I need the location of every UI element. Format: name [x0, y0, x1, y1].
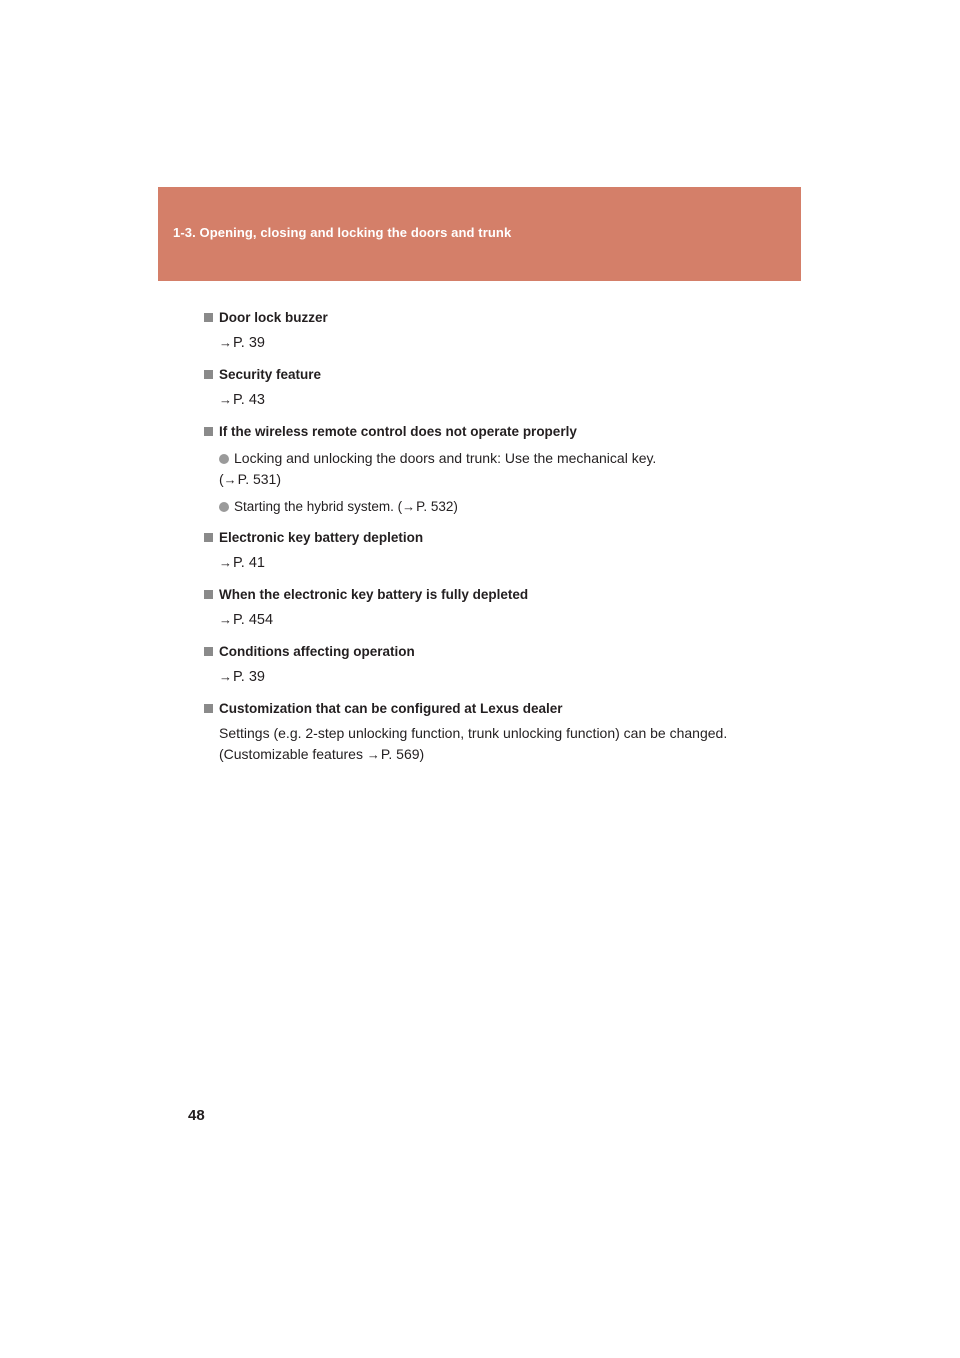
- page-content: [204, 308, 784, 776]
- round-bullet-icon: [219, 502, 229, 512]
- reference-link: P. 43: [233, 392, 265, 408]
- page-reference: [204, 389, 784, 411]
- page-reference: [204, 666, 784, 688]
- reference-link: P. 454: [233, 612, 274, 628]
- section-heading: Electronic key battery depletion: [204, 528, 784, 548]
- section-heading: Customization that can be configured at Lexus dealer: [204, 699, 784, 719]
- page-reference: [204, 609, 784, 631]
- reference-link: P. 532): [416, 499, 458, 514]
- chapter-title: 1-3. Opening, closing and locking the doors and trunk: [173, 225, 512, 240]
- square-bullet-icon: [204, 647, 213, 656]
- reference-link: P. 41: [233, 555, 265, 571]
- section-heading: Door lock buzzer: [204, 308, 784, 328]
- section-fully-depleted: [204, 585, 784, 631]
- reference-link: P. 39: [233, 669, 265, 685]
- round-bullet-icon: [219, 454, 229, 464]
- page-number: 48: [188, 1107, 205, 1124]
- square-bullet-icon: [204, 590, 213, 599]
- square-bullet-icon: [204, 704, 213, 713]
- reference-link: P. 569): [380, 746, 425, 762]
- reference-link: P. 531): [237, 471, 282, 487]
- page-reference: [204, 552, 784, 574]
- section-security-feature: [204, 365, 784, 411]
- customization-text: Settings (e.g. 2-step unlocking function, trunk unlocking function) can be changed. (Customizable features →P. 569): [219, 725, 728, 762]
- square-bullet-icon: [204, 313, 213, 322]
- section-conditions: [204, 642, 784, 688]
- chapter-header-band: [158, 187, 801, 281]
- bullet-item-hybrid-system: Starting the hybrid system. (→P. 532): [204, 496, 784, 517]
- arrow-right-icon: →: [219, 335, 232, 350]
- arrow-right-icon: →: [219, 669, 232, 684]
- arrow-right-icon: →: [219, 612, 232, 627]
- page-reference: [204, 332, 784, 354]
- bullet-item-mechanical-key: Locking and unlocking the doors and trunk: Use the mechanical key. (→P. 531): [219, 450, 657, 487]
- section-heading: If the wireless remote control does not operate properly: [204, 422, 784, 442]
- arrow-right-icon: →: [219, 392, 232, 407]
- section-heading: Security feature: [204, 365, 784, 385]
- section-customization: [204, 699, 784, 765]
- square-bullet-icon: [204, 370, 213, 379]
- section-heading: Conditions affecting operation: [204, 642, 784, 662]
- square-bullet-icon: [204, 533, 213, 542]
- section-wireless-remote: [204, 422, 784, 517]
- arrow-right-icon: →: [223, 472, 237, 487]
- arrow-right-icon: →: [402, 499, 416, 514]
- arrow-right-icon: →: [219, 555, 232, 570]
- reference-link: P. 39: [233, 335, 265, 351]
- square-bullet-icon: [204, 427, 213, 436]
- section-heading: When the electronic key battery is fully depleted: [204, 585, 784, 605]
- section-door-lock-buzzer: [204, 308, 784, 354]
- arrow-right-icon: →: [366, 747, 380, 762]
- section-battery-depletion: [204, 528, 784, 574]
